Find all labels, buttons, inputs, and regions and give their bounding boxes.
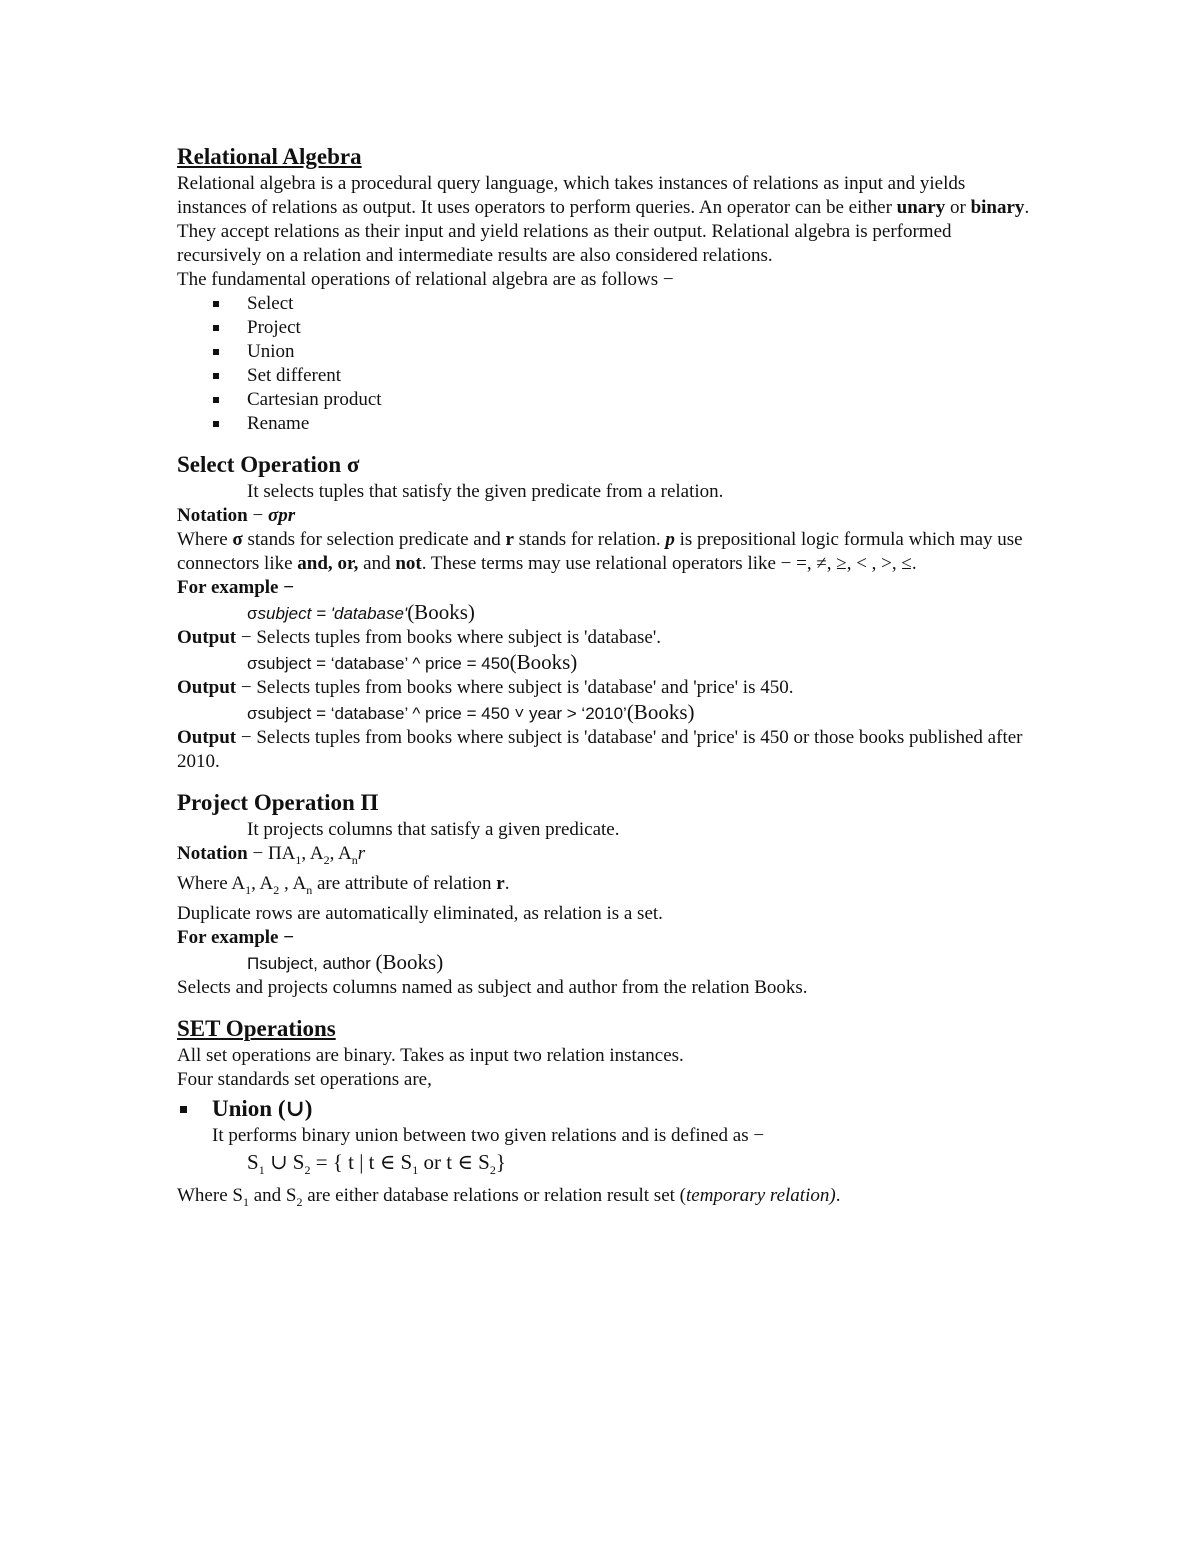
text: and S [248,1184,297,1206]
r-term: r [505,529,514,550]
text: , A [301,843,324,864]
union-description: It performs binary union between two given relations and is defined as − [212,1124,765,1146]
intro-paragraph [177,172,1037,268]
select-heading: Select Operation σ [177,452,360,477]
output-text: − Selects tuples from books where subject is 'database' and 'price' is 450. [236,677,794,698]
relation-name: (Books) [509,650,578,674]
unary-term: unary [896,197,946,218]
relation-name: (Books) [375,949,444,974]
relation-name: (Books) [407,600,475,624]
text: } [495,1149,506,1174]
select-where [177,528,1037,576]
relation-name: (Books) [626,700,695,724]
subscript: 1 [412,1162,419,1177]
select-output-1 [177,626,1037,650]
union-formula [177,1148,1037,1184]
dash: − [247,843,268,864]
page-title: Relational Algebra [177,144,362,169]
text: and [358,553,396,574]
select-output-2 [177,676,1037,700]
subscript: 1 [295,852,302,867]
project-heading: Project Operation Π [177,790,379,815]
set-line-1: All set operations are binary. Takes as input two relation instances. [177,1044,684,1066]
set-heading: SET Operations [177,1015,336,1041]
project-example-description: Selects and projects columns named as subject and author from the relation Books. [177,976,808,998]
subscript: 2 [304,1162,311,1177]
r-term: r [496,872,505,894]
list-item: Rename [177,412,1037,436]
sigma-symbol: σ [232,529,243,550]
italic-term: temporary relation) [685,1184,836,1206]
list-item: Project [177,316,1037,340]
text: , A [251,872,274,894]
project-example-label: For example − [177,926,295,948]
subscript: 2 [323,852,330,867]
text: ∪ S [264,1149,305,1174]
text: . [504,872,510,894]
notation-value: σpr [267,505,296,526]
select-output-3 [177,726,1037,774]
output-label: Output [177,627,237,648]
subscript: 1 [258,1162,265,1177]
text: Where S [177,1184,243,1206]
r-term: r [357,843,366,864]
intro-text-b: . They accept relations as their input and yield relations as their output. Relational algebra is performed recursively on a relation and intermediate results are also considered relations. [177,197,1030,266]
output-text: − Selects tuples from books where subject is 'database'. [236,627,662,648]
operations-lead: The fundamental operations of relational algebra are as follows − [177,269,674,290]
list-item: Cartesian product [177,388,1037,412]
select-notation [177,504,1037,528]
formula: Πsubject, author [247,953,376,973]
select-description: It selects tuples that satisfy the given predicate from a relation. [247,481,724,502]
output-text: − Selects tuples from books where subject is 'database' and 'price' is 450 or those books published after 2010. [177,727,1023,772]
project-duplicates: Duplicate rows are automatically eliminated, as relation is a set. [177,902,663,924]
text: stands for selection predicate and [242,529,506,550]
text: is prepositional logic formula which may use connectors like [177,529,1023,574]
text: S [247,1149,259,1174]
select-example-label: For example − [177,577,295,598]
not-term: not [395,553,422,574]
subscript: 2 [489,1162,496,1177]
text: Where A [177,872,246,894]
project-example [177,950,1037,976]
union-where [177,1184,1037,1214]
project-where [177,872,1037,902]
project-description: It projects columns that satisfy a given predicate. [247,819,620,840]
project-notation [177,842,1037,872]
subscript: 2 [296,1194,303,1209]
text: . [835,1184,841,1206]
set-line-2: Four standards set operations are, [177,1068,432,1090]
union-heading: Union (∪) [177,1094,1037,1124]
select-example-1 [177,600,1037,626]
notation-label: Notation [177,505,248,526]
operations-list [177,292,1037,436]
formula: σsubject = ‘database’ ^ price = 450 ˅ year > ‘2010’ [247,704,627,723]
dash: − [247,505,268,526]
text: , A [279,872,307,894]
select-example-3 [177,700,1037,726]
text: stands for relation. [513,529,666,550]
subscript: n [351,852,358,867]
binary-term: binary [970,197,1025,218]
text: are either database relations or relation result set ( [302,1184,686,1206]
select-example-2 [177,650,1037,676]
pi-symbol: ΠA [267,843,296,864]
predicate: subject = 'database' [257,604,408,623]
or-text: or [945,197,971,218]
text: Where [177,529,233,550]
list-item: Select [177,292,1037,316]
list-item: Set different [177,364,1037,388]
text: . These terms may use relational operators like − =, ≠, ≥, < , >, ≤. [421,553,917,574]
document-content [177,142,1037,1214]
subscript: 1 [245,882,252,897]
notation-label: Notation [177,843,248,864]
or-term: or, [337,553,359,574]
intro-text-a: Relational algebra is a procedural query language, which takes instances of relations as input and yields instances of relations as output. It uses operators to perform queries. An operator can be either [177,173,966,218]
subscript: n [306,882,313,897]
text: = { t | t ∈ S [310,1149,413,1174]
text: , A [329,843,352,864]
subscript: 1 [242,1194,249,1209]
formula: σsubject = ‘database’ ^ price = 450 [247,654,510,673]
text: or t ∈ S [418,1149,490,1174]
sigma-symbol: σ [247,604,258,623]
text: are attribute of relation [312,872,497,894]
and-term: and, [297,553,333,574]
p-term: p [665,529,675,550]
output-label: Output [177,677,237,698]
list-item: Union [177,340,1037,364]
subscript: 2 [273,882,280,897]
output-label: Output [177,727,237,748]
